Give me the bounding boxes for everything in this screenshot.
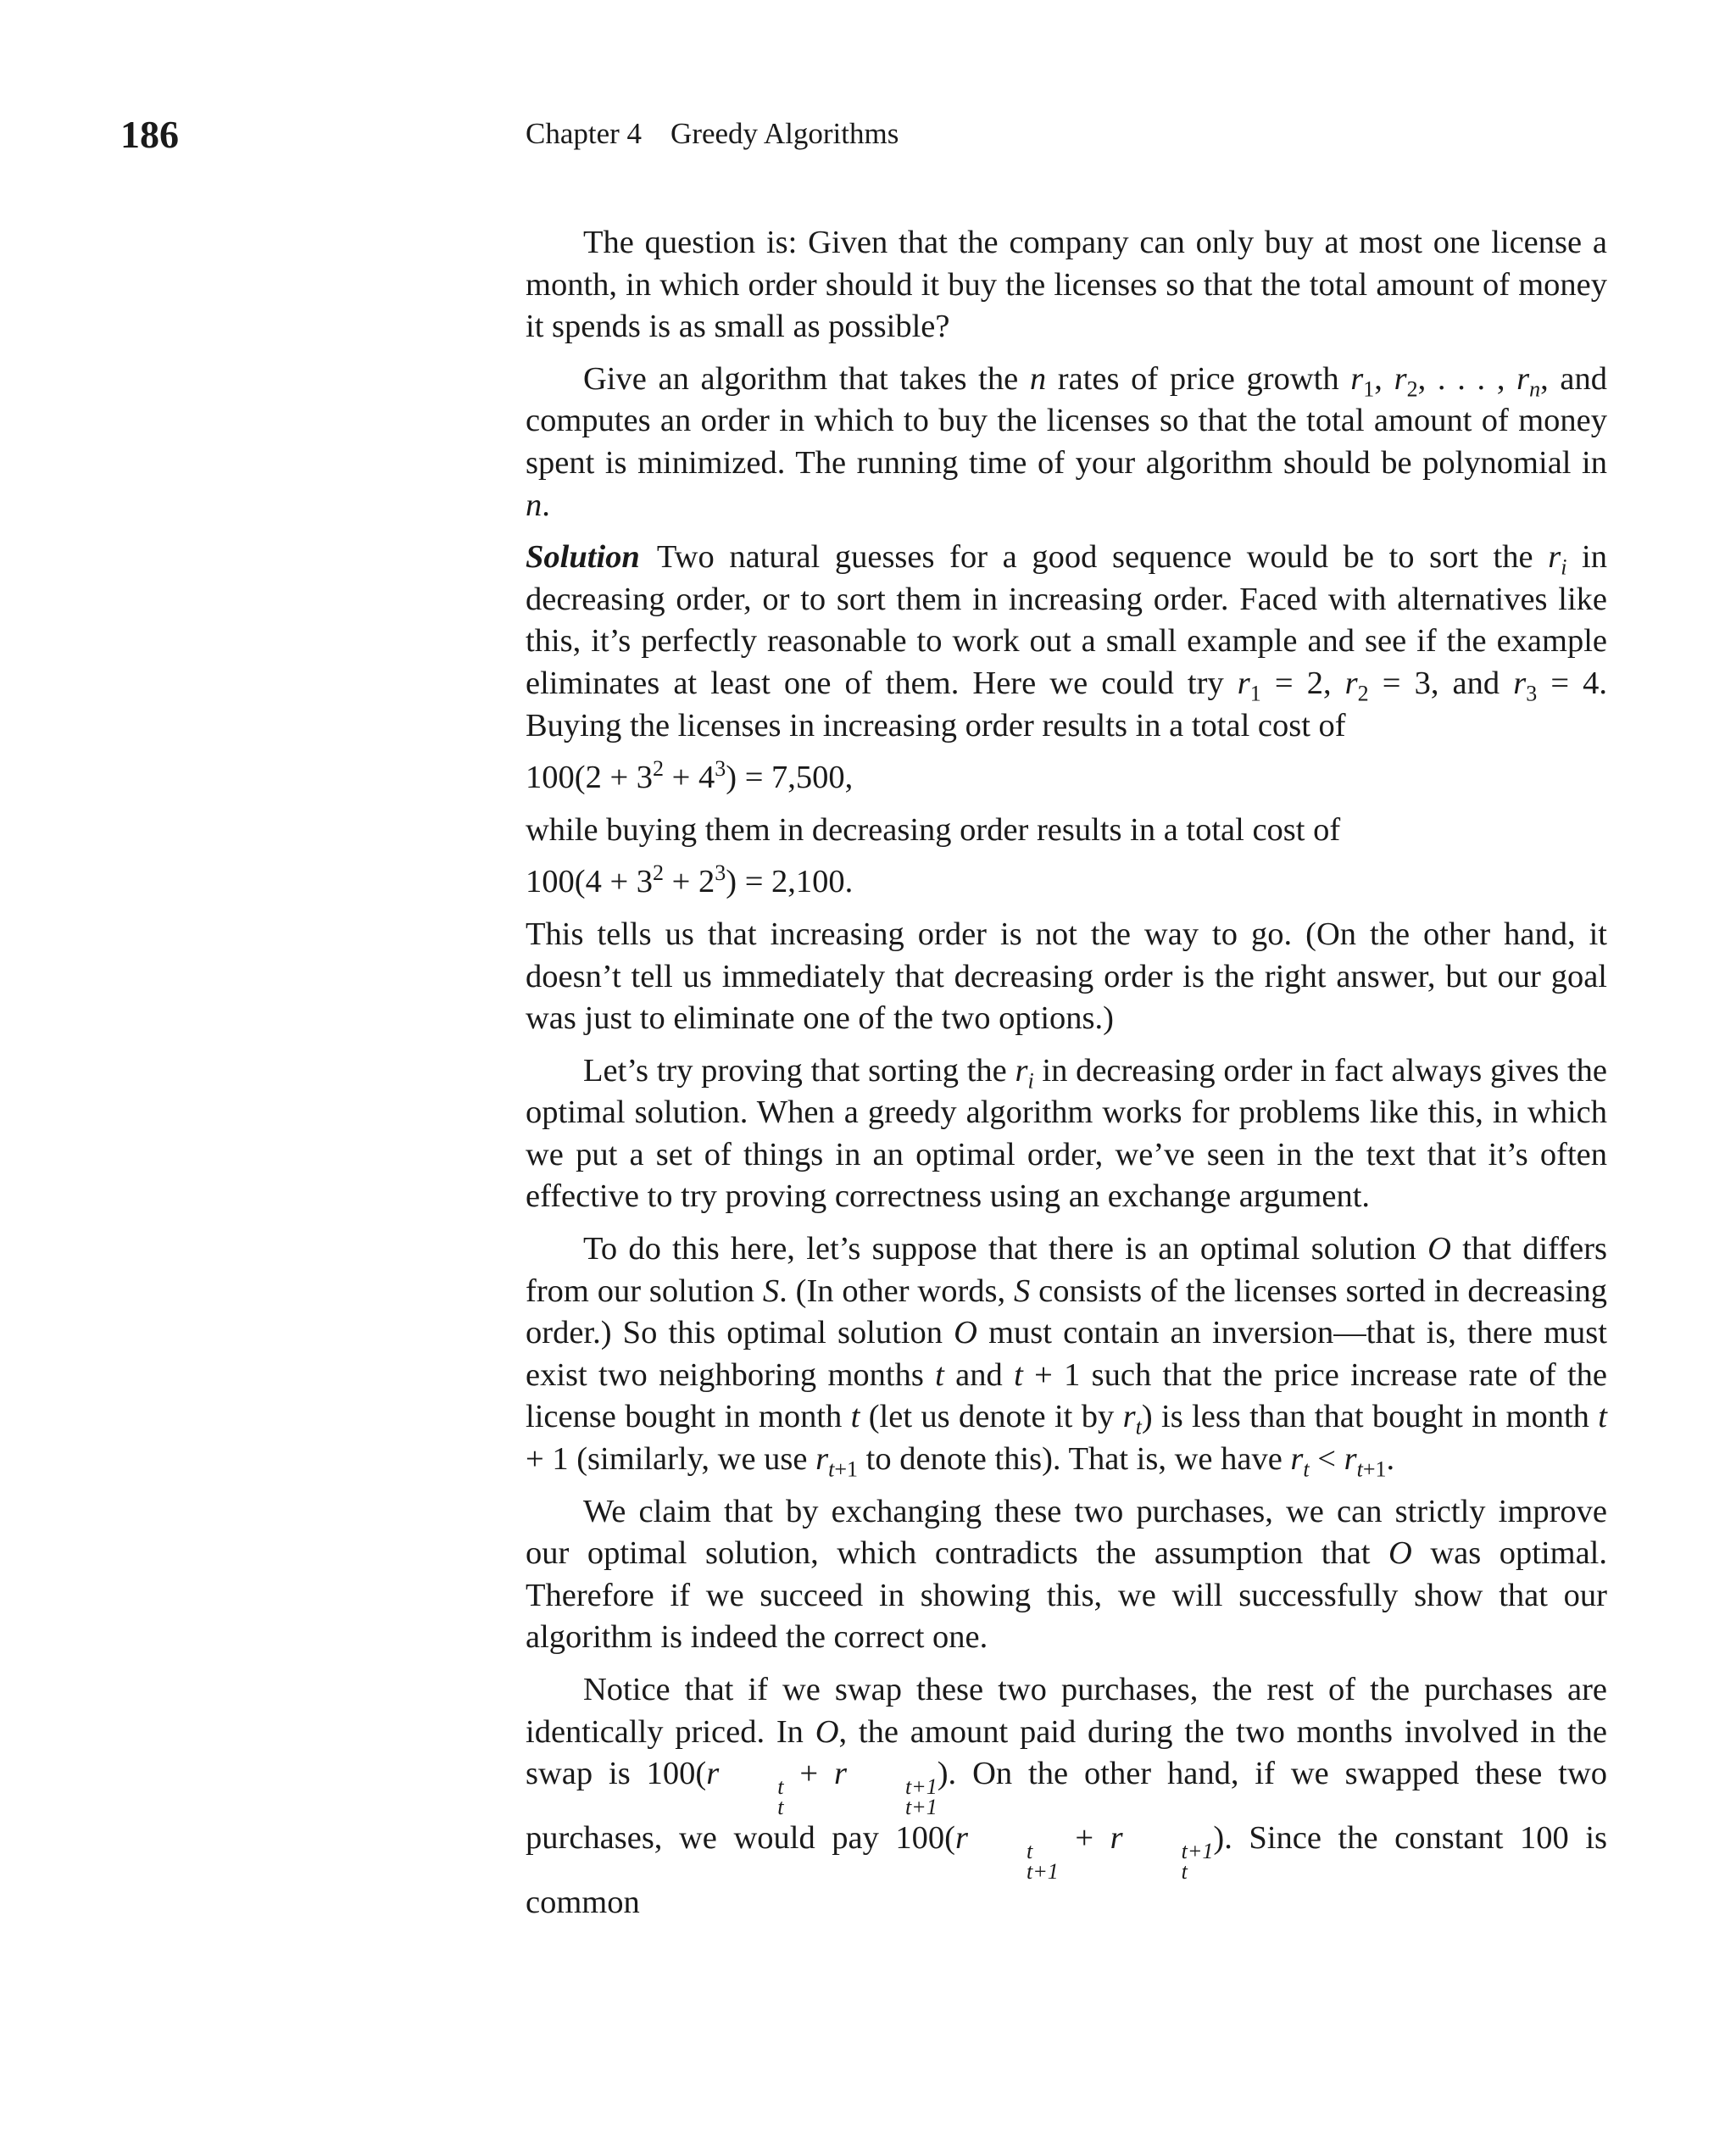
running-head [526, 117, 899, 151]
chapter-label: Chapter 4 [526, 117, 643, 150]
chapter-title: Greedy Algorithms [670, 117, 899, 150]
solution-paragraph: Solution Two natural guesses for a good sequence would be to sort the $r_i$ in decreasing order, or to sort them in increasing order. Faced with alternatives like this, it’s perfectly reasonable to work out a small example and see if the example eliminates at least one of them. Here we could try $r_1 = 2$, $r_2 = 3$, and $r_3 = 4$. Buying the licenses in increasing order results in a total cost of [526, 539, 1608, 743]
paragraph: while buying them in decreasing order results in a total cost of [526, 811, 1341, 848]
paragraph: The question is: Given that the company can only buy at most one license a month, in which order should it buy the licenses so that the total amount of money it spends is as small as possible? [526, 225, 1607, 345]
equation: $100(2 + 3^2 + 4^3) = 7,500$, [526, 756, 854, 796]
paragraph: Let’s try proving that sorting the $r_i$ in decreasing order in fact always gives the optimal solution. When a greedy algorithm works for problems like this, in which we put a set of things in an optimal order, we’ve seen in the text that it’s often effective to try proving correctness using an exchange argument. [526, 1052, 1607, 1215]
paragraph: Notice that if we swap these two purchases, the rest of the purchases are identically priced. In O, the amount paid during the two months involved in the swap is 100(r t t + r t+1 t+1 ). On the other hand, if we swapped these two purchases, we would pay 100(r t t+1 + r t+1 t ). Since the constant 100 is common [526, 1672, 1608, 1921]
solution-label: Solution [526, 539, 640, 576]
equation: $100(4 + 3^2 + 2^3) = 2,100$. [526, 860, 854, 900]
paragraph: To do this here, let’s suppose that there is an optimal solution O that differs from our solution S. (In other words, S consists of the licenses sorted in decreasing order.) So this optimal solution O must contain an inversion—that is, there must exist two neighboring months t and t + 1 such that the price increase rate of the license bought in month t (let us denote it by $r_t$) is less than that bought in month t + 1 (similarly, we use $r_{t+1}$ to denote this). That is, we have $r_t < r_{t+1}$. [526, 1231, 1608, 1482]
paragraph: This tells us that increasing order is not the way to go. (On the other hand, it doesn’t tell us immediately that decreasing order is the right answer, but our goal was just to eliminate one of the two options.) [526, 916, 1607, 1037]
paragraph: We claim that by exchanging these two purchases, we can strictly improve our optimal solution, which contradicts the assumption that O was optimal. Therefore if we succeed in showing this, we will successfully show that our algorithm is indeed the correct one. [526, 1493, 1608, 1656]
text-column [526, 222, 1607, 1935]
paragraph: Give an algorithm that takes the n rates of price growth $r_1$, $r_2$, . . . , $r_n$, and computes an order in which to buy the licenses so that the total amount of money spent is minimized. The running time of your algorithm should be polynomial in n. [526, 360, 1608, 523]
page-number: 186 [120, 113, 179, 156]
